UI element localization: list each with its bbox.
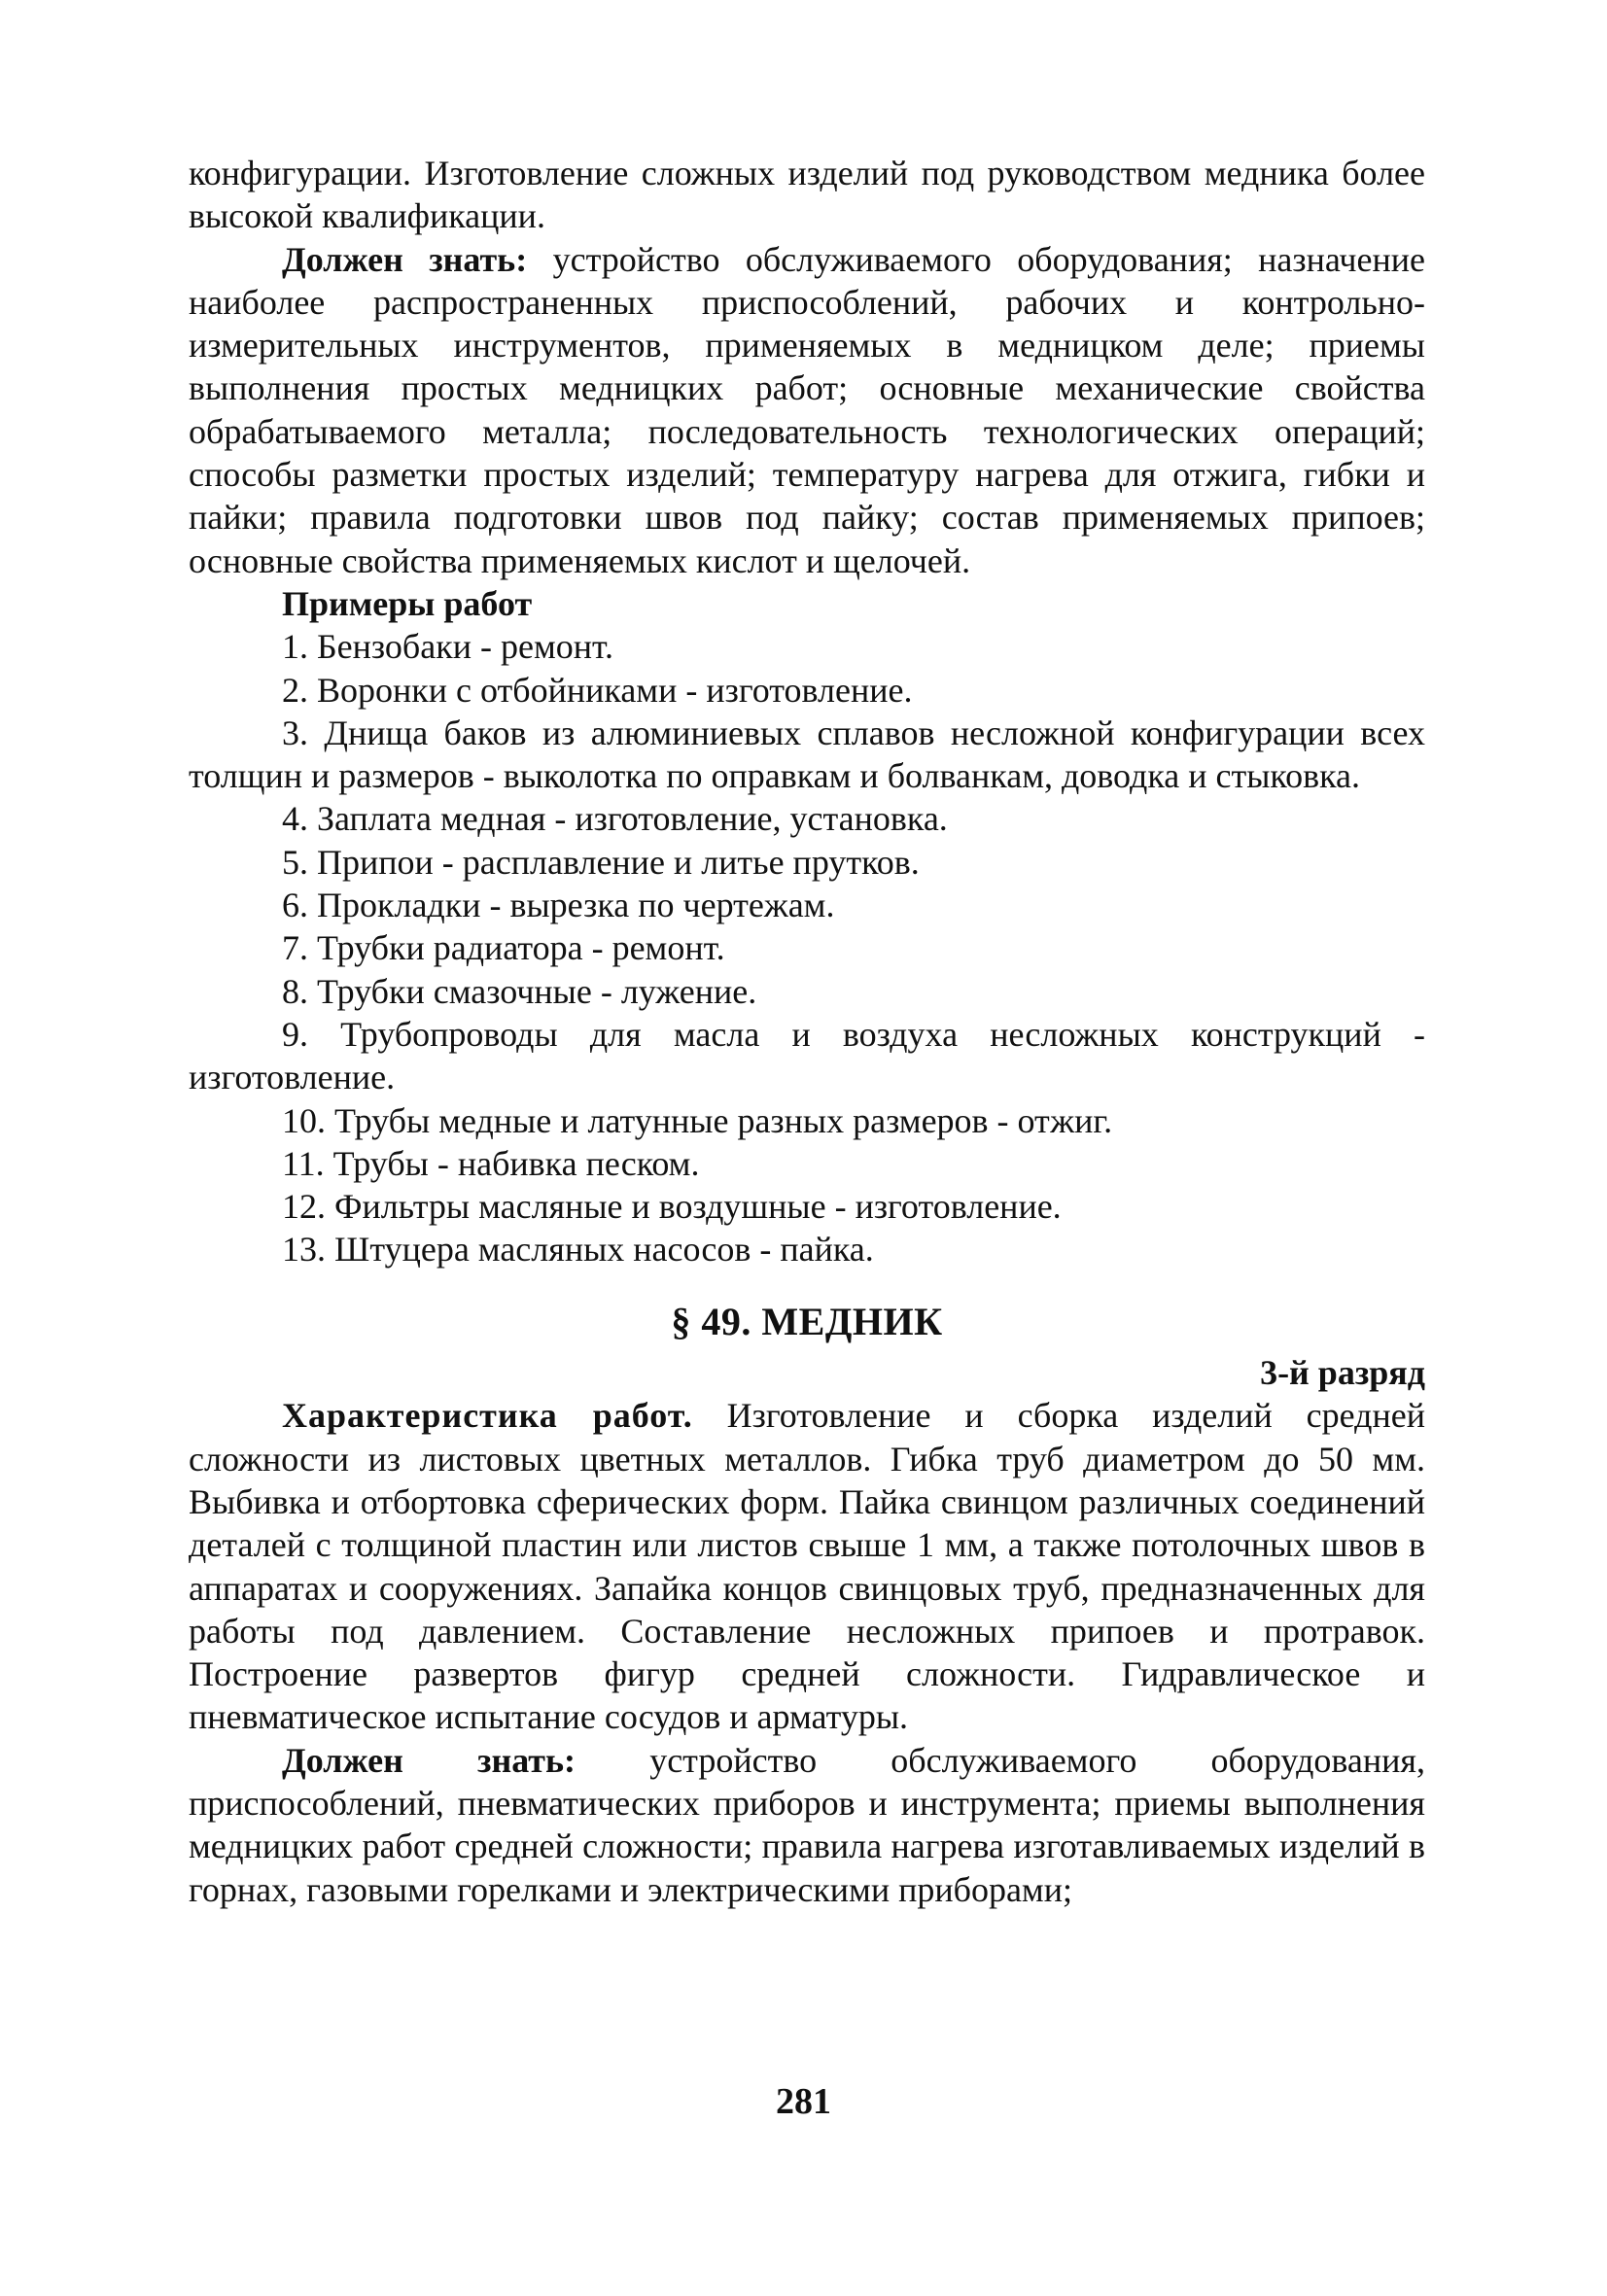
work-characteristic-text: Изготовление и сборка изделий средней сложности из листовых цветных металлов. Гибка труб диаметром до 50 мм. Выбивка и отбортовка сферических форм. Пайка свинцом различных соединений деталей с толщиной пластин или листов свыше 1 мм, а также потолочных швов в аппаратах и сооружениях. Запайка концов свинцовых труб, предназначенных для работы под давлением. Составление несложных припоев и протравок. Построение развертов фигур средней сложности. Гидравлическое и пневматическое испытание сосудов и арматуры. [189,1396,1425,1737]
must-know-text: устройство обслуживаемого оборудования; назначение наиболее распространенных приспособлений, рабочих и контрольно-измерительных инструментов, применяемых в медницком деле; приемы выполнения простых медницких работ; основные механические свойства обрабатываемого металла; последовательность технологических операций; способы разметки простых изделий; температуру нагрева для отжига, гибки и пайки; правила подготовки швов под пайку; состав применяемых припоев; основные свойства применяемых кислот и щелочей. [189,239,1426,580]
example-item: 6. Прокладки - вырезка по чертежам. [282,886,835,925]
example-item: 3. Днища баков из алюминиевых сплавов несложной конфигурации всех толщин и размеров - выколотка по оправкам и болванкам, доводка и стыковка. [189,713,1425,796]
must-know-label: Должен знать: [282,239,528,279]
example-item: 8. Трубки смазочные - лужение. [282,971,757,1011]
work-characteristic-label: Характеристика работ. [282,1396,693,1436]
example-item: 13. Штуцера масляных насосов - пайка. [282,1230,874,1270]
must-know-paragraph-1 [189,238,1425,582]
examples-heading-text: Примеры работ [282,583,533,623]
examples-heading [189,582,1425,625]
page-number: 281 [776,2081,831,2122]
example-item: 2. Воронки с отбойниками - изготовление. [282,670,913,710]
must-know-text: устройство обслуживаемого оборудования, приспособлений, пневматических приборов и инструмента; приемы выполнения медницких работ средней сложности; правила нагрева изготавливаемых изделий в горнах, газовыми горелками и электрическими приборами; [189,1740,1425,1909]
must-know-paragraph-2 [189,1739,1425,1911]
section-title: § 49. МЕДНИК [671,1299,943,1343]
work-characteristic-paragraph [189,1394,1425,1738]
example-item: 12. Фильтры масляные и воздушные - изготовление. [282,1187,1062,1227]
examples-list [189,625,1425,1270]
must-know-label: Должен знать: [282,1740,576,1780]
example-item: 7. Трубки радиатора - ремонт. [282,928,725,968]
example-item: 10. Трубы медные и латунные разных размеров - отжиг. [282,1100,1113,1140]
example-item: 9. Трубопроводы для масла и воздуха несложных конструкций - изготовление. [189,1014,1425,1097]
example-item: 4. Заплата медная - изготовление, установка. [282,799,948,839]
example-item: 1. Бензобаки - ремонт. [282,627,614,667]
example-item: 11. Трубы - набивка песком. [282,1143,700,1183]
body-text [189,152,1425,1911]
intro-paragraph: конфигурации. Изготовление сложных изделий под руководством медника более высокой квалификации. [189,154,1425,236]
grade-label: 3-й разряд [1260,1353,1425,1393]
example-item: 5. Припои - расплавление и литье прутков. [282,842,920,882]
